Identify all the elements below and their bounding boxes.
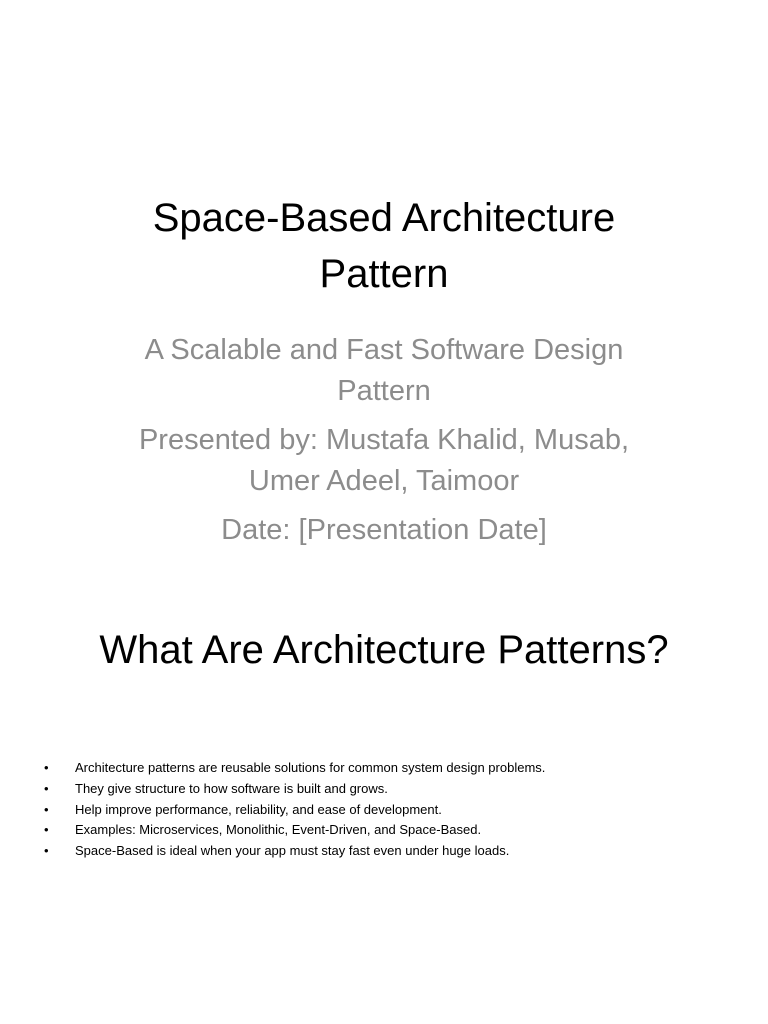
- bullet-icon: •: [44, 801, 49, 817]
- bullet-text: Help improve performance, reliability, and ease of development.: [75, 801, 442, 817]
- list-item: [44, 758, 724, 779]
- bullet-text: Space-Based is ideal when your app must stay fast even under huge loads.: [75, 843, 510, 859]
- list-item: [44, 841, 724, 862]
- bullet-list: [44, 758, 724, 862]
- bullet-icon: •: [44, 760, 49, 775]
- list-item: [44, 820, 724, 841]
- list-item: [44, 779, 724, 800]
- subtitle-date: Date: [Presentation Date]: [221, 514, 547, 546]
- bullet-text: Architecture patterns are reusable solutions for common system design problems.: [75, 760, 546, 775]
- subtitle-block: [0, 330, 768, 551]
- subtitle-presenters: Presented by: Mustafa Khalid, Musab, Umer Adeel, Taimoor: [138, 424, 630, 497]
- bullet-text: They give structure to how software is built and grows.: [75, 780, 388, 796]
- bullet-icon: •: [44, 822, 49, 838]
- presentation-title: Space-Based Architecture Pattern: [152, 196, 616, 296]
- bullet-icon: •: [44, 843, 49, 859]
- bullet-text: Examples: Microservices, Monolithic, Event-Driven, and Space-Based.: [75, 822, 482, 838]
- subtitle-tagline: A Scalable and Fast Software Design Pattern: [144, 334, 624, 407]
- title-slide: [0, 190, 768, 559]
- section-title: What Are Architecture Patterns?: [99, 628, 669, 672]
- list-item: [44, 800, 724, 821]
- bullet-icon: •: [44, 780, 49, 796]
